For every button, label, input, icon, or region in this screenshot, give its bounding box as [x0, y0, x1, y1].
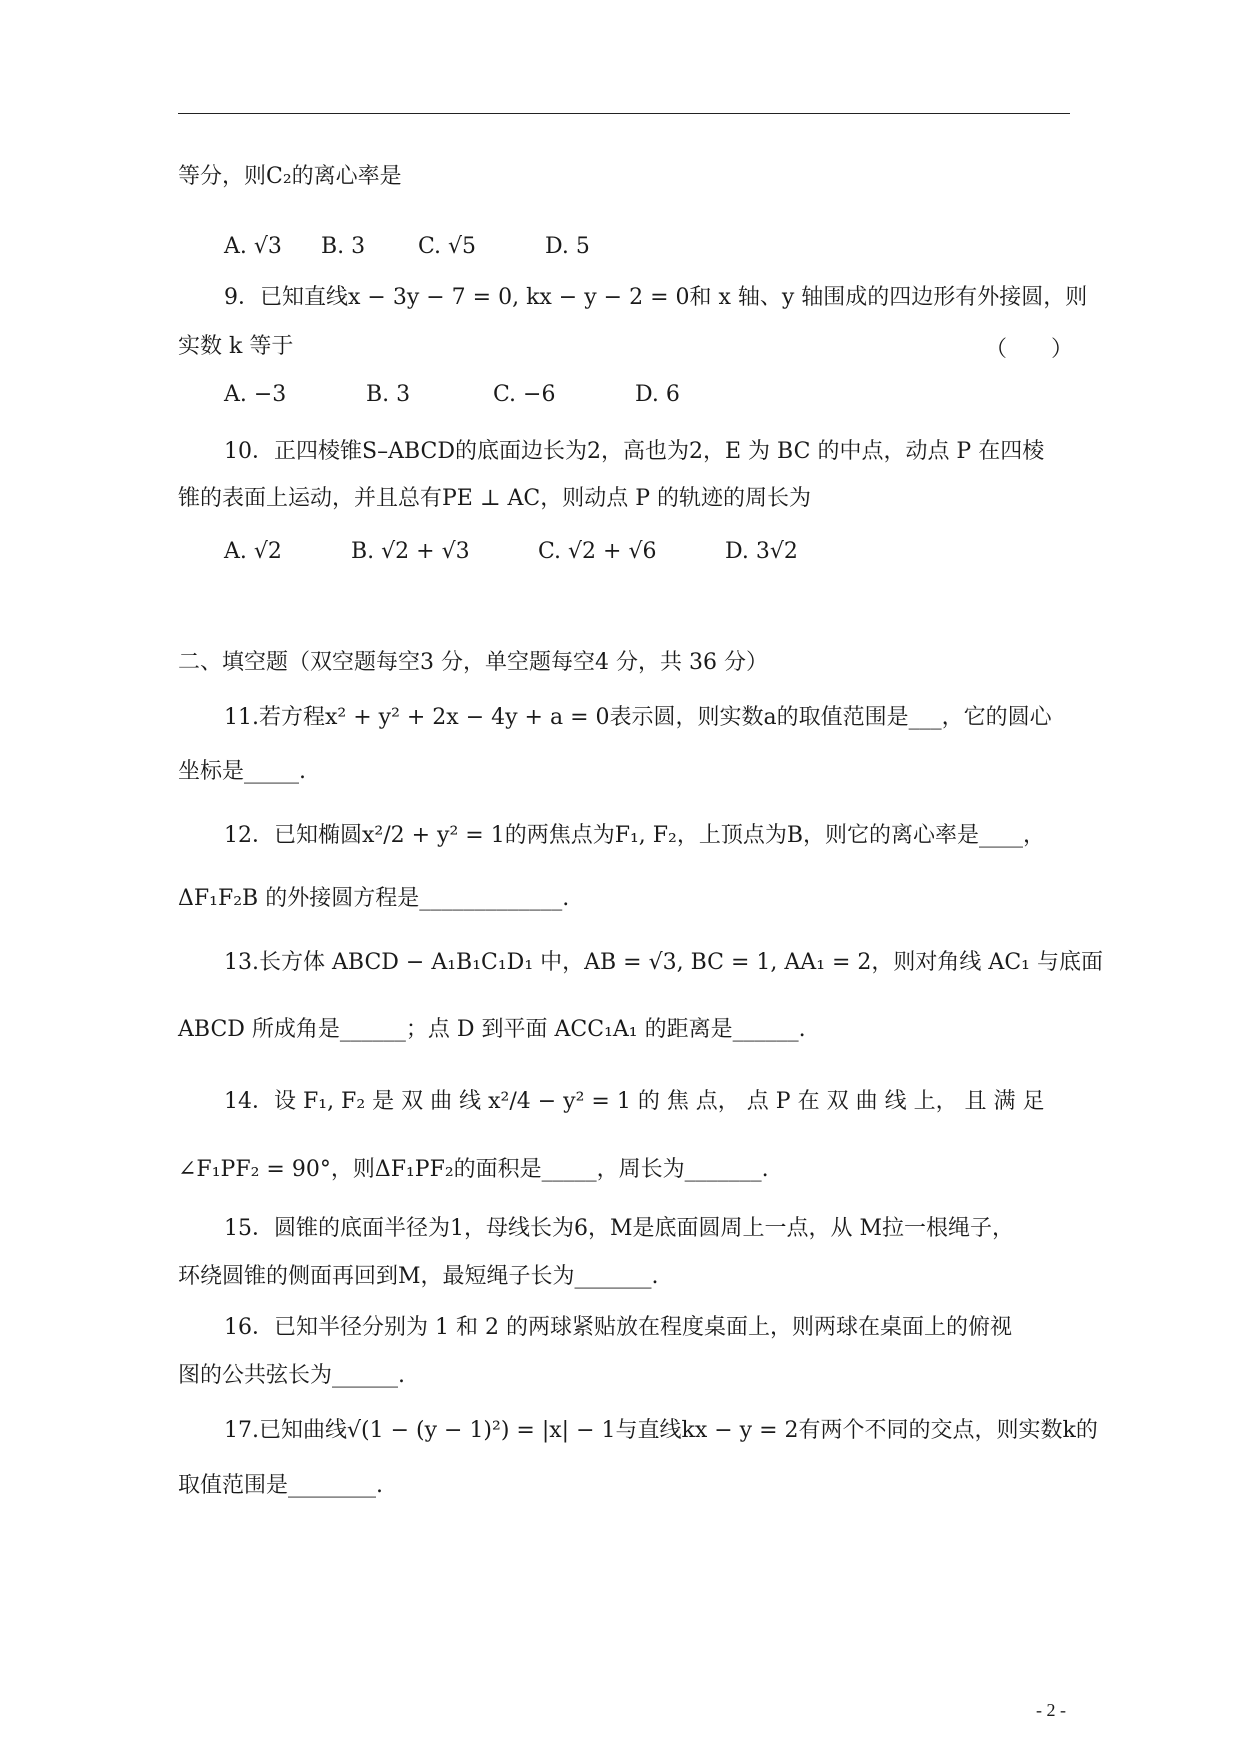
q8-tail: 等分，则C₂的离心率是 — [178, 164, 402, 189]
q16-line1: 16．已知半径分别为 1 和 2 的两球紧贴放在程度桌面上，则两球在桌面上的俯视 — [224, 1315, 1012, 1340]
q11-line1: 11.若方程x² + y² + 2x − 4y + a = 0表示圆，则实数a的取值范围是___，它的圆心 — [224, 705, 1052, 730]
q8-option-b: B. 3 — [321, 234, 366, 259]
q15-line1: 15．圆锥的底面半径为1，母线长为6，M是底面圆周上一点，从 M拉一根绳子， — [224, 1216, 1015, 1241]
q17-line2: 取值范围是________. — [178, 1473, 383, 1498]
q8-options — [224, 232, 590, 262]
q9-option-d: D. 6 — [635, 382, 680, 407]
q17-line1: 17.已知曲线√(1 − (y − 1)²) = |x| − 1与直线kx − y = 2有两个不同的交点，则实数k的 — [224, 1418, 1098, 1443]
q13-line2: ABCD 所成角是______；点 D 到平面 ACC₁A₁ 的距离是______. — [178, 1017, 806, 1042]
q9-line1: 9．已知直线x − 3y − 7 = 0, kx − y − 2 = 0和 x 轴、y 轴围成的四边形有外接圆，则 — [224, 285, 1088, 310]
q9-options — [224, 380, 680, 410]
q9-option-c: C. −6 — [493, 382, 556, 407]
q10-options — [224, 537, 798, 567]
q8-option-a: A. √3 — [224, 234, 282, 259]
header-rule — [178, 113, 1070, 114]
q12-line1: 12．已知椭圆x²/2 + y² = 1的两焦点为F₁, F₂，上顶点为B，则它的离心率是____， — [224, 823, 1046, 848]
page-number: - 2 - — [1036, 1700, 1066, 1720]
q11-line2: 坐标是_____. — [178, 759, 306, 784]
q13-line1: 13.长方体 ABCD − A₁B₁C₁D₁ 中，AB = √3, BC = 1, AA₁ = 2，则对角线 AC₁ 与底面 — [224, 950, 1103, 975]
q15-line2: 环绕圆锥的侧面再回到M，最短绳子长为_______. — [178, 1264, 659, 1289]
q10-line1: 10．正四棱锥S–ABCD的底面边长为2，高也为2，E 为 BC 的中点，动点 P 在四棱 — [224, 439, 1045, 464]
section-2-title: 二、填空题（双空题每空3 分，单空题每空4 分，共 36 分） — [178, 650, 768, 675]
q10-option-b: B. √2 + √3 — [351, 539, 470, 564]
q14-line1: 14．设 F₁, F₂ 是 双 曲 线 x²/4 − y² = 1 的 焦 点， 点 P 在 双 曲 线 上， 且 满 足 — [224, 1089, 1045, 1114]
q10-line2: 锥的表面上运动，并且总有PE ⊥ AC，则动点 P 的轨迹的周长为 — [178, 486, 812, 511]
q10-option-c: C. √2 + √6 — [538, 539, 657, 564]
q9-line2: 实数 k 等于 — [178, 334, 294, 359]
q8-option-d: D. 5 — [545, 234, 590, 259]
q12-line2: ΔF₁F₂B 的外接圆方程是_____________. — [178, 886, 570, 911]
q16-line2: 图的公共弦长为______. — [178, 1363, 405, 1388]
q9-option-a: A. −3 — [224, 382, 287, 407]
q10-option-d: D. 3√2 — [725, 539, 798, 564]
q9-answer-paren: （ ） — [985, 337, 1074, 362]
q9-option-b: B. 3 — [366, 382, 411, 407]
q14-line2: ∠F₁PF₂ = 90°，则ΔF₁PF₂的面积是_____，周长为_______. — [178, 1157, 769, 1182]
q10-option-a: A. √2 — [224, 539, 282, 564]
q8-option-c: C. √5 — [418, 234, 477, 259]
